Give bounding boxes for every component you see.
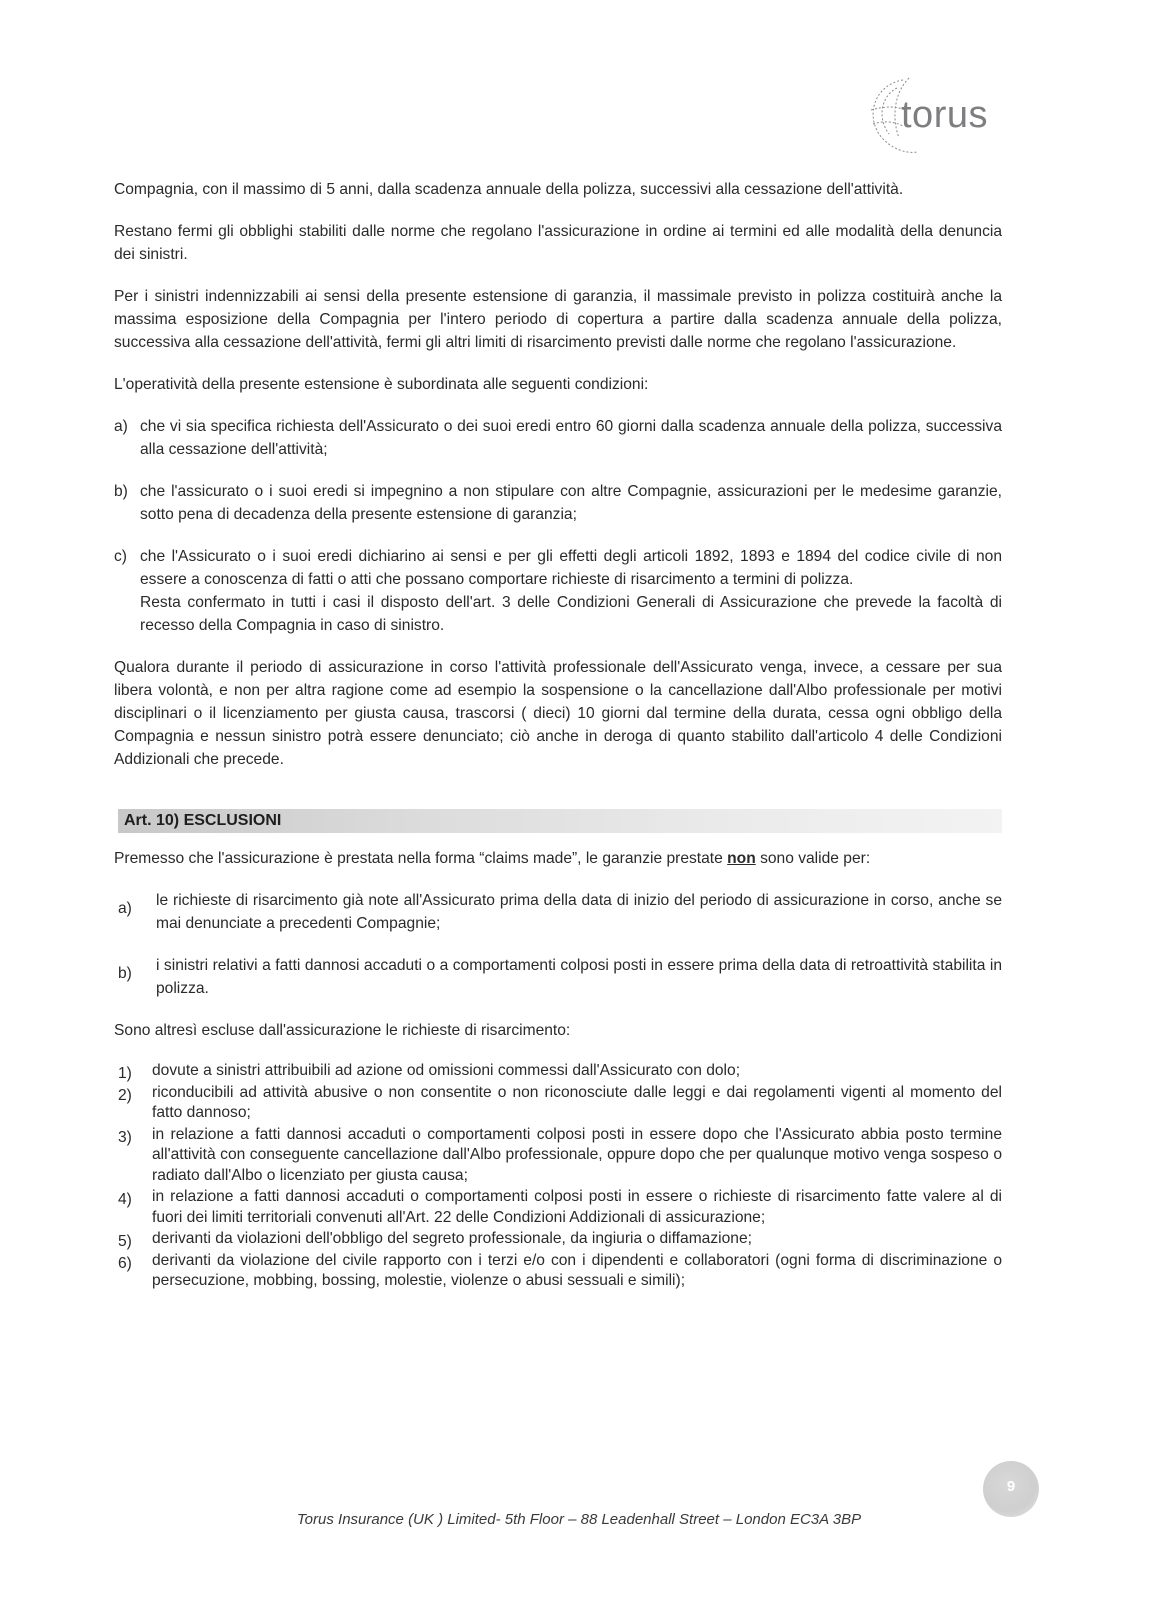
list-item [114,1229,1002,1250]
list-item [114,889,1002,935]
section-intro [114,847,1002,870]
section-heading: Art. 10) ESCLUSIONI [118,809,1002,833]
list-marker: 4) [118,1191,132,1208]
list-item-text: in relazione a fatti dannosi accaduti o comportamenti colposi posti in essere dopo che l'Assicurato abbia posto termine all'attività con conseguente cancellazione dall'Albo professionale, oppure dopo che per qualunque motivo venga sospeso o radiato dall'Albo o licenziato per giusta causa; [152,1125,1002,1184]
list-item [114,954,1002,1000]
torus-logo [865,72,1015,162]
list-item-text: che l'assicurato o i suoi eredi si impegnino a non stipulare con altre Compagnie, assicurazioni per le medesime garanzie, sotto pena di decadenza della presente estensione di garanzia; [140,483,1002,523]
list-item [114,1083,1002,1124]
list-item-text: i sinistri relativi a fatti dannosi accaduti o a comportamenti colposi posti in essere prima della data di retroattività stabilita in polizza. [156,957,1002,997]
list-item-text: che l'Assicurato o i suoi eredi dichiarino ai sensi e per gli effetti degli articoli 1892, 1893 e 1894 del codice civile di non essere a conoscenza di fatti o atti che possano comportare richieste di risarcimento a termini di polizza. [140,548,1002,588]
list-item-text: riconducibili ad attività abusive o non consentite o non riconosciute dalle leggi e dai regolamenti vigenti al momento del fatto dannoso; [152,1083,1002,1121]
list-marker: a) [118,900,132,917]
list-marker: 3) [118,1128,132,1146]
document-body [114,178,1002,1293]
list-item [114,480,1002,526]
page-number-badge: 9 [983,1461,1039,1517]
list-item-text: dovute a sinistri attribuibili ad azione od omissioni commessi dall'Assicurato con dolo; [152,1062,741,1079]
list-item [114,1251,1002,1292]
intro-emphasis: non [727,850,756,867]
list-marker: 5) [118,1233,132,1250]
list-marker: a) [114,418,128,435]
exclusions-list [114,1061,1002,1292]
list-item [114,545,1002,637]
page-footer: Torus Insurance (UK ) Limited- 5th Floor – 88 Leadenhall Street – London EC3A 3BP [296,1511,862,1528]
intro-text-end: sono valide per: [755,850,871,867]
list-item-text: le richieste di risarcimento già note all'Assicurato prima della data di inizio del periodo di assicurazione in corso, anche se mai denunciate a precedenti Compagnie; [156,892,1002,932]
list-marker: b) [114,483,128,500]
logo-wordmark: torus [901,94,988,136]
paragraph: Restano fermi gli obblighi stabiliti dalle norme che regolano l'assicurazione in ordine ai termini ed alle modalità della denuncia dei sinistri. [114,223,1002,263]
claims-made-list [114,889,1002,1000]
intro-text: Premesso che l'assicurazione è prestata nella forma “claims made”, le garanzie prestate [114,850,728,867]
list-item [114,1061,1002,1082]
list-item-extra: Resta confermato in tutti i casi il disposto dell'art. 3 delle Condizioni Generali di Assicurazione che prevede la facoltà di recesso della Compagnia in caso di sinistro. [140,594,1002,634]
paragraph: Compagnia, con il massimo di 5 anni, dalla scadenza annuale della polizza, successivi alla cessazione dell'attività. [114,181,904,198]
list-item-text: che vi sia specifica richiesta dell'Assicurato o dei suoi eredi entro 60 giorni dalla scadenza annuale della polizza, successiva alla cessazione dell'attività; [140,418,1002,458]
list-marker: 1) [118,1065,132,1082]
list-item-text: derivanti da violazioni dell'obbligo del segreto professionale, da ingiuria o diffamazione; [152,1230,752,1247]
list-item-text: in relazione a fatti dannosi accaduti o comportamenti colposi posti in essere o richieste di risarcimento fatte valere al di fuori dei limiti territoriali convenuti all'Art. 22 delle Condizioni Addizionali di assicurazione; [152,1188,1002,1226]
paragraph: Qualora durante il periodo di assicurazione in corso l'attività professionale dell'Assicurato venga, invece, a cessare per sua libera volontà, e non per altra ragione come ad esempio la sospensione o la cancellazione dall'Albo professionale per motivi disciplinari o il licenziamento per giusta causa, trascorsi ( dieci) 10 giorni dal termine della durata, cessa ogni obbligo della Compagnia e nessun sinistro potrà essere denunciato; ciò anche in deroga di quanto stabilito dall'articolo 4 delle Condizioni Addizionali che precede. [114,659,1002,768]
list-marker: c) [114,548,127,565]
list-item-text: derivanti da violazione del civile rapporto con i terzi e/o con i dipendenti e collaboratori (ogni forma di discriminazione o persecuzione, mobbing, bossing, molestie, violenze o abusi sessuali e simili); [152,1251,1002,1289]
list-marker: 2) [118,1086,132,1104]
list-marker: b) [118,965,132,982]
list-item [114,415,1002,461]
list-item [114,1125,1002,1187]
list-item [114,1187,1002,1228]
paragraph: Sono altresì escluse dall'assicurazione le richieste di risarcimento: [114,1022,571,1039]
conditions-list [114,415,1002,637]
paragraph: L'operatività della presente estensione è subordinata alle seguenti condizioni: [114,376,649,393]
paragraph: Per i sinistri indennizzabili ai sensi della presente estensione di garanzia, il massimale previsto in polizza costituirà anche la massima esposizione della Compagnia per l'intero periodo di copertura a partire dalla scadenza annuale della polizza, successiva alla cessazione dell'attività, fermi gli altri limiti di risarcimento previsti dalle norme che regolano l'assicurazione. [114,288,1002,351]
list-marker: 6) [118,1254,132,1272]
